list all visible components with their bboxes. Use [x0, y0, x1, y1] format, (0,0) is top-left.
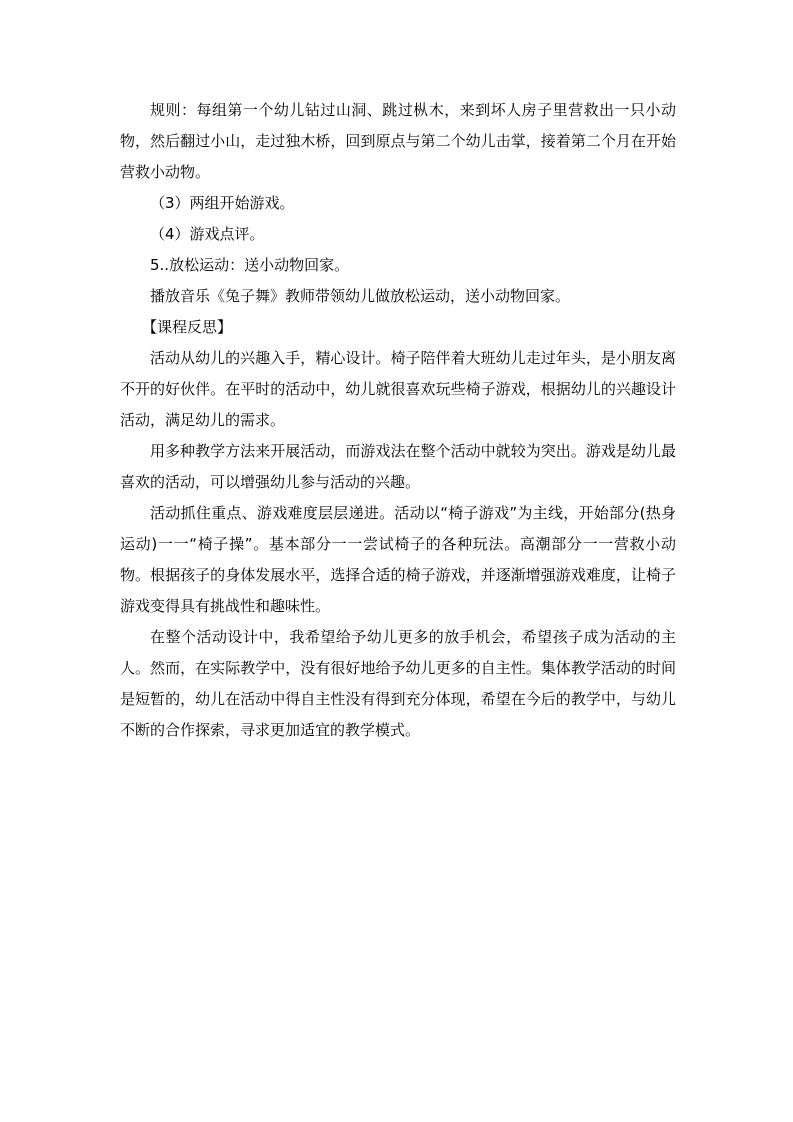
rules-paragraph: 规则：每组第一个幼儿钻过山洞、跳过枞木，来到坏人房子里营救出一只小动物，然后翻过小山，走过独木桥，回到原点与第二个幼儿击掌，接着第二个月在开始营救小动物。 [120, 101, 676, 181]
step-game-review: （4）游戏点评。 [150, 225, 265, 243]
reflection-paragraph-1: 活动从幼儿的兴趣入手，精心设计。椅子陪伴着大班幼儿走过年头，是小朋友离不开的好伙伴。在平时的活动中，幼儿就很喜欢玩些椅子游戏，根据幼儿的兴趣设计活动，满足幼儿的需求。 [120, 349, 676, 429]
music-paragraph: 播放音乐《兔子舞》教师带领幼儿做放松运动，送小动物回家。 [150, 287, 571, 305]
document-body [120, 95, 676, 746]
step-relax-exercise: 5..放松运动：送小动物回家。 [150, 256, 350, 274]
reflection-heading: 【课程反思】 [142, 318, 233, 336]
reflection-paragraph-2: 用多种教学方法来开展活动，而游戏法在整个活动中就较为突出。游戏是幼儿最喜欢的活动，可以增强幼儿参与活动的兴趣。 [120, 442, 676, 491]
reflection-paragraph-4: 在整个活动设计中，我希望给予幼儿更多的放手机会，希望孩子成为活动的主人。然而，在实际教学中，没有很好地给予幼儿更多的自主性。集体教学活动的时间是短暂的，幼儿在活动中得自主性没有得到充分体现，希望在今后的教学中，与幼儿不断的合作探索，寻求更加适宜的教学模式。 [120, 628, 676, 739]
step-start-game: （3）两组开始游戏。 [150, 194, 295, 212]
reflection-paragraph-3: 活动抓住重点、游戏难度层层递进。活动以“椅子游戏”为主线，开始部分(热身运动)一一“椅子操”。基本部分一一尝试椅子的各种玩法。高潮部分一一营救小动物。根据孩子的身体发展水平，选择合适的椅子游戏，并逐渐增强游戏难度，让椅子游戏变得具有挑战性和趣味性。 [120, 504, 676, 615]
